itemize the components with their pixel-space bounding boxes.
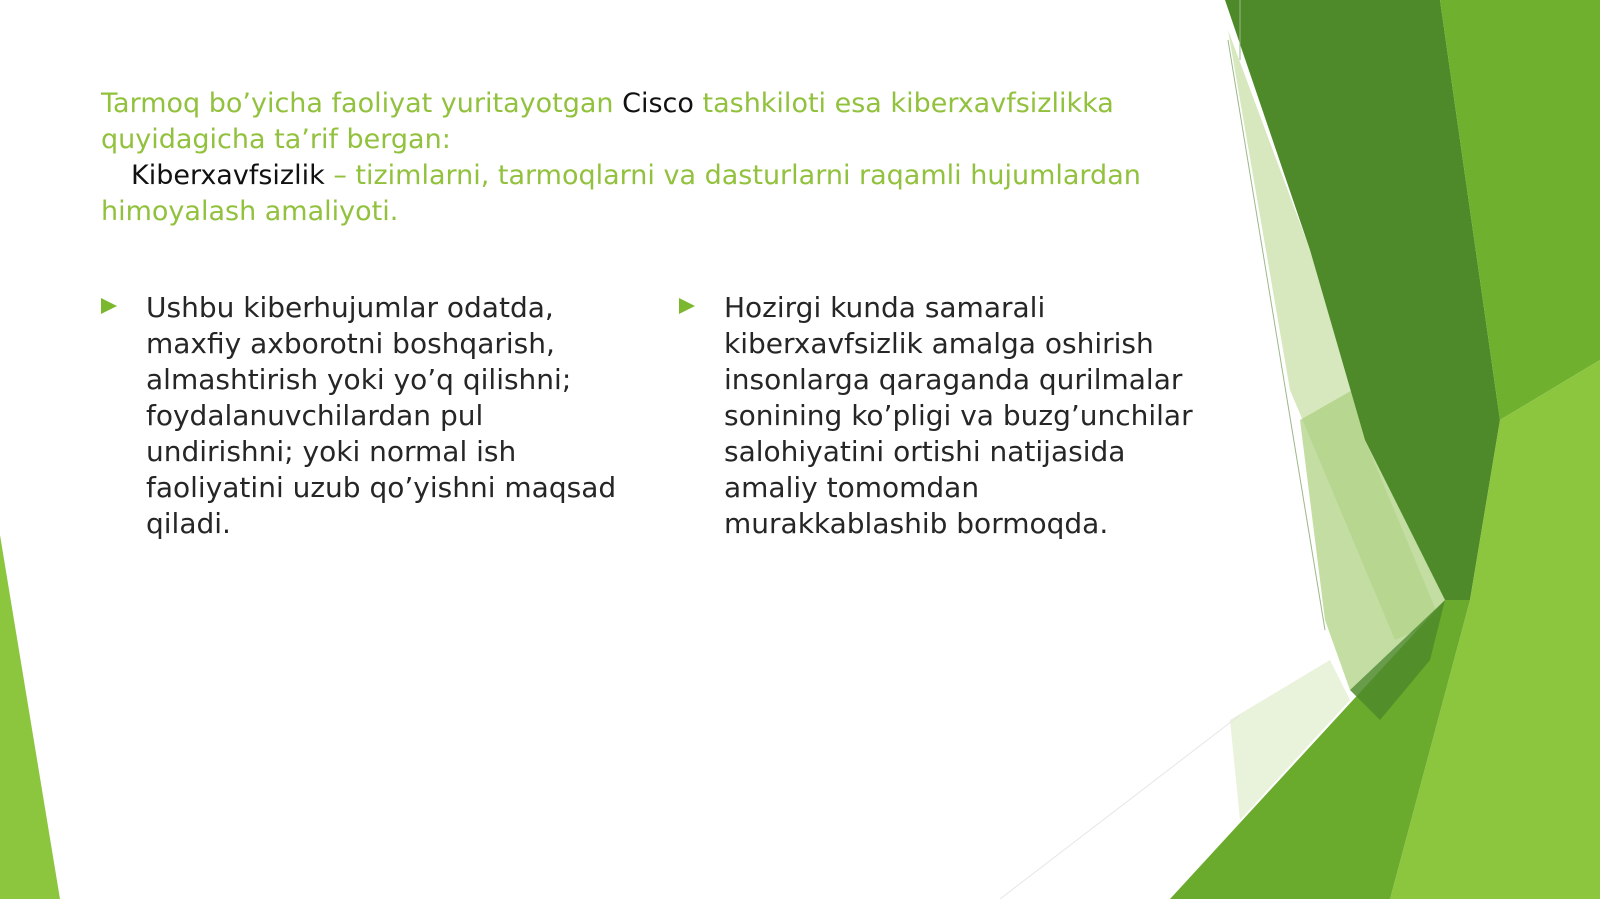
title-term: Kiberxavfsizlik [131, 160, 325, 191]
left-edge-facet-shape [0, 535, 60, 899]
triangle-bullet-icon [679, 298, 695, 314]
slide-title [101, 86, 1211, 230]
title-text-intro: Tarmoq bo’yicha faoliyat yuritayotgan [101, 88, 623, 119]
title-text-cisco: Cisco [622, 88, 694, 119]
triangle-bullet-icon [101, 298, 117, 314]
bullet-item-left [101, 290, 631, 542]
bullet-text: Ushbu kiberhujumlar odatda, maxfiy axborotni boshqarish, almashtirish yoki yo’q qilishni; foydalanuvchilardan pul undirishni; yoki normal ish faoliyatini uzub qo’yishni maqsad qiladi. [146, 291, 617, 540]
title-text-continued: tashkiloti esa kiberxavfsizlikka quyidagicha ta’rif bergan: [101, 88, 1114, 155]
title-definition: – tizimlarni, tarmoqlarni va dasturlarni raqamli hujumlardan himoyalash amaliyoti. [101, 160, 1141, 227]
bullet-item-right [679, 290, 1209, 542]
bullet-text: Hozirgi kunda samarali kiberxavfsizlik amalga oshirish insonlarga qaraganda qurilmalar sonining ko’pligi va buzg’unchilar salohiyatini ortishi natijasida amaliy tomomdan murakkablashib bormoqda. [724, 291, 1193, 540]
